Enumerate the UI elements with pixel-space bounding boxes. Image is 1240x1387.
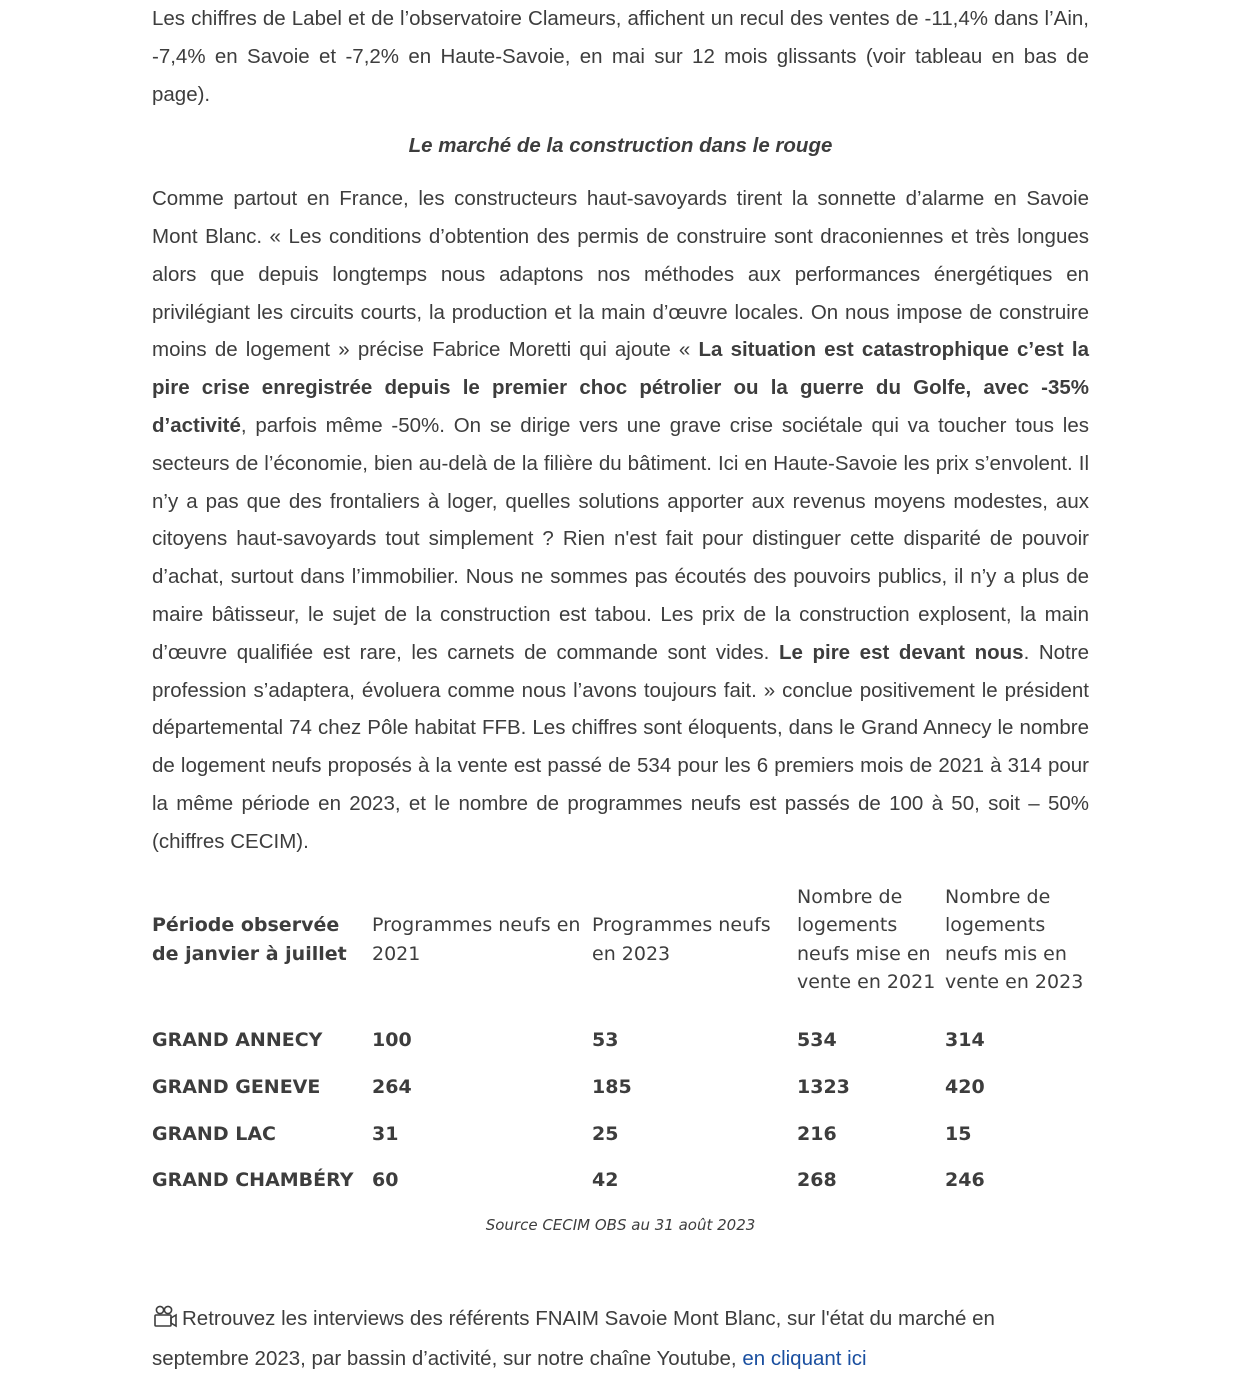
footer-text: Retrouvez les interviews des référents FNAIM Savoie Mont Blanc, sur l'état du marché en septembre 2023, par bassin d’activité, sur notre chaîne Youtube, [152, 1307, 995, 1370]
construction-table [152, 883, 1089, 1204]
cell-value: 264 [372, 1075, 412, 1098]
youtube-link[interactable]: en cliquant ici [742, 1347, 867, 1370]
body-text-part1: Comme partout en France, les constructeurs haut-savoyards tirent la sonnette d’alarme en Savoie Mont Blanc. « Les conditions d’obtention des permis de construire sont draconiennes et très longues alors que depuis longtemps nous adaptons nos méthodes aux performances énergétiques en privilégiant les circuits courts, la production et la main d’œuvre locales. On nous impose de construire moins de logement » précise Fabrice Moretti qui ajoute « [152, 187, 1089, 362]
header-programs-2021: Programmes neufs en 2021 [372, 914, 581, 965]
cell-value: 31 [372, 1122, 399, 1145]
header-programs-2023: Programmes neufs en 2023 [592, 914, 771, 965]
video-camera-icon [152, 1303, 178, 1327]
body-text-part2: , parfois même -50%. On se dirige vers une grave crise sociétale qui va toucher tous les secteurs de l’économie, bien au-delà de la filière du bâtiment. Ici en Haute-Savoie les prix s’envolent. Il n’y a pas que des frontaliers à loger, quelles solutions apporter aux revenus moyens modestes, aux citoyens haut-savoyards tout simplement ? Rien n'est fait pour distinguer cette disparité de pouvoir d’achat, surtout dans l’immobilier. Nous ne sommes pas écoutés des pouvoirs publics, il n’y a plus de maire bâtisseur, le sujet de la construction est tabou. Les prix de la construction explosent, la main d’œuvre qualifiée est rare, les carnets de commande sont vides. [152, 413, 1089, 664]
header-units-2023: Nombre de logements neufs mis en vente en 2023 [945, 885, 1084, 994]
table-header-row [152, 883, 1089, 1017]
table-row [152, 1157, 1089, 1204]
cell-value: 60 [372, 1169, 399, 1192]
row-label: GRAND CHAMBÉRY [152, 1169, 354, 1192]
cell-value: 100 [372, 1028, 412, 1051]
section-heading: Le marché de la construction dans le rouge [408, 134, 833, 158]
table-source-note: Source CECIM OBS au 31 août 2023 [485, 1215, 756, 1234]
cell-value: 314 [945, 1028, 985, 1051]
header-period: Période observée de janvier à juillet [152, 914, 347, 965]
cell-value: 42 [592, 1169, 619, 1192]
cell-value: 268 [797, 1169, 837, 1192]
cell-value: 216 [797, 1122, 837, 1145]
table-row [152, 1110, 1089, 1157]
cell-value: 420 [945, 1075, 985, 1098]
table-row [152, 1063, 1089, 1110]
body-paragraph [152, 180, 1089, 860]
intro-paragraph: Les chiffres de Label et de l’observatoire Clameurs, affichent un recul des ventes de -11,4% dans l’Ain, -7,4% en Savoie et -7,2% en Haute-Savoie, en mai sur 12 mois glissants (voir tableau en bas de page). [152, 7, 1089, 106]
body-text-part3: . Notre profession s’adaptera, évoluera comme nous l’avons toujours fait. » conclue positivement le président départemental 74 chez Pôle habitat FFB. Les chiffres sont éloquents, dans le Grand Annecy le nombre de logement neufs proposés à la vente est passé de 534 pour les 6 premiers mois de 2021 à 314 pour la même période en 2023, et le nombre de programmes neufs est passés de 100 à 50, soit – 50% (chiffres CECIM). [152, 640, 1089, 853]
document-page [152, 0, 1089, 1234]
cell-value: 15 [945, 1122, 972, 1145]
footer-note [152, 1299, 1089, 1379]
cell-value: 246 [945, 1169, 985, 1192]
row-label: GRAND ANNECY [152, 1028, 323, 1051]
cell-value: 53 [592, 1028, 619, 1051]
header-units-2021: Nombre de logements neufs mise en vente en 2021 [797, 885, 936, 994]
cell-value: 1323 [797, 1075, 850, 1098]
body-bold-quote: La situation est catastrophique c’est la pire crise enregistrée depuis le premier choc pétrolier ou la guerre du Golfe, avec -35% d’activité [152, 338, 1089, 437]
body-bold-warning: Le pire est devant nous [778, 640, 1024, 664]
cell-value: 534 [797, 1028, 837, 1051]
cell-value: 25 [592, 1122, 619, 1145]
row-label: GRAND LAC [152, 1122, 276, 1145]
cell-value: 185 [592, 1075, 632, 1098]
table-row [152, 1017, 1089, 1064]
row-label: GRAND GENEVE [152, 1075, 321, 1098]
